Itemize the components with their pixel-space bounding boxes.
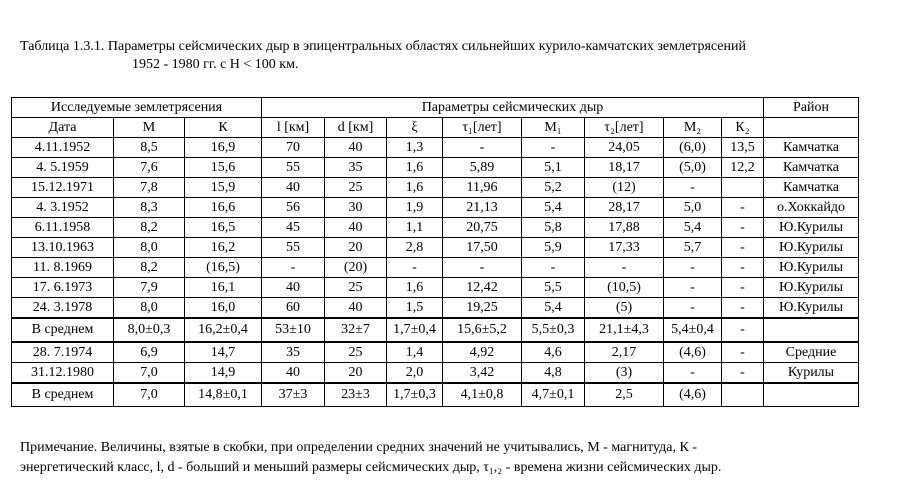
table-cell: 5,2 <box>522 178 585 198</box>
table-cell: 25 <box>325 178 387 198</box>
table-cell: - <box>722 363 764 384</box>
table-cell: 16,0 <box>185 298 262 319</box>
table-cell: 8,5 <box>114 138 185 158</box>
table-cell: 1,6 <box>387 278 443 298</box>
table-cell: 1,6 <box>387 158 443 178</box>
table-cell: 5,1 <box>522 158 585 178</box>
table-cell: - <box>664 298 722 319</box>
table-cell: (4,6) <box>664 342 722 363</box>
header-gap-params: Параметры сейсмических дыр <box>262 98 764 118</box>
table-row <box>12 238 859 258</box>
table-cell: - <box>722 238 764 258</box>
table-cell: 35 <box>325 158 387 178</box>
table-cell: 19,25 <box>443 298 522 319</box>
table-cell: 17,88 <box>585 218 664 238</box>
table-cell: 20,75 <box>443 218 522 238</box>
table-note <box>20 438 915 478</box>
table-cell: 5,89 <box>443 158 522 178</box>
table-cell: - <box>522 258 585 278</box>
table-cell: (10,5) <box>585 278 664 298</box>
table-cell: - <box>722 318 764 342</box>
table-cell: - <box>664 278 722 298</box>
table-cell: 18,17 <box>585 158 664 178</box>
note-line-1: Примечание. Величины, взятые в скобки, при определении средних значений не учитывались, М - магнитуда, К - <box>20 440 697 455</box>
table-row <box>12 363 859 384</box>
table-cell: - <box>262 258 325 278</box>
table-cell: Ю.Курилы <box>764 278 859 298</box>
table-row <box>12 298 859 319</box>
table-cell: Ю.Курилы <box>764 298 859 319</box>
table-cell: 5,4±0,4 <box>664 318 722 342</box>
table-cell: 1,3 <box>387 138 443 158</box>
table-cell: 3,42 <box>443 363 522 384</box>
table-cell: 2,8 <box>387 238 443 258</box>
table-cell: 1,9 <box>387 198 443 218</box>
table-cell: 16,2 <box>185 238 262 258</box>
table-cell: 31.12.1980 <box>12 363 114 384</box>
table-cell: 40 <box>262 363 325 384</box>
table-cell: - <box>664 178 722 198</box>
table-cell: 5,4 <box>664 218 722 238</box>
table-cell: 12,42 <box>443 278 522 298</box>
table-cell: - <box>585 258 664 278</box>
col-tau2: τ₂[лет] <box>585 118 664 138</box>
table-row <box>12 278 859 298</box>
table-cell: 4,6 <box>522 342 585 363</box>
table-cell: 11. 8.1969 <box>12 258 114 278</box>
table-cell: 16,9 <box>185 138 262 158</box>
table-cell: 21,13 <box>443 198 522 218</box>
col-l: l [км] <box>262 118 325 138</box>
col-region-empty <box>764 118 859 138</box>
table-cell: Камчатка <box>764 158 859 178</box>
table-cell: 25 <box>325 278 387 298</box>
table-cell: 4,92 <box>443 342 522 363</box>
table-cell: Курилы <box>764 363 859 384</box>
table-cell: 1,5 <box>387 298 443 319</box>
table-cell: 40 <box>325 138 387 158</box>
table-cell: 24,05 <box>585 138 664 158</box>
table-cell: (5) <box>585 298 664 319</box>
table-cell: 23±3 <box>325 383 387 407</box>
table-cell: 40 <box>262 178 325 198</box>
table-caption <box>20 38 910 74</box>
table-cell: 7,8 <box>114 178 185 198</box>
table-cell: 15.12.1971 <box>12 178 114 198</box>
table-cell <box>722 383 764 407</box>
table-cell: 55 <box>262 238 325 258</box>
table-cell: 5,0 <box>664 198 722 218</box>
table-cell: - <box>722 298 764 319</box>
table-cell: 12,2 <box>722 158 764 178</box>
table-cell: 16,6 <box>185 198 262 218</box>
table-cell: (5,0) <box>664 158 722 178</box>
table-cell: 2,17 <box>585 342 664 363</box>
table-cell: 70 <box>262 138 325 158</box>
table-cell <box>764 383 859 407</box>
table-row <box>12 138 859 158</box>
col-m1: М₁ <box>522 118 585 138</box>
table-cell: 53±10 <box>262 318 325 342</box>
table-cell: 14,7 <box>185 342 262 363</box>
table-cell: 30 <box>325 198 387 218</box>
seismic-gaps-table <box>11 97 859 407</box>
table-row <box>12 342 859 363</box>
col-date: Дата <box>12 118 114 138</box>
table-cell: 5,5±0,3 <box>522 318 585 342</box>
table-cell: 37±3 <box>262 383 325 407</box>
table-cell: (6,0) <box>664 138 722 158</box>
average-row <box>12 318 859 342</box>
note-line-2: энергетический класс, l, d - больший и меньший размеры сейсмических дыр, τ₁,₂ - времена жизни сейсмических дыр. <box>20 460 722 475</box>
table-cell: - <box>443 138 522 158</box>
table-cell: - <box>664 363 722 384</box>
table-cell: 24. 3.1978 <box>12 298 114 319</box>
table-cell: 8,0±0,3 <box>114 318 185 342</box>
table-cell: 5,4 <box>522 198 585 218</box>
table-cell: 5,9 <box>522 238 585 258</box>
table-cell: 8,0 <box>114 298 185 319</box>
table-row <box>12 218 859 238</box>
table-cell: 1,6 <box>387 178 443 198</box>
table-cell: 45 <box>262 218 325 238</box>
table-row <box>12 158 859 178</box>
table-cell: 16,2±0,4 <box>185 318 262 342</box>
table-cell: 8,0 <box>114 238 185 258</box>
table-cell: 14,9 <box>185 363 262 384</box>
table-cell: 35 <box>262 342 325 363</box>
table-cell: 6.11.1958 <box>12 218 114 238</box>
table-cell: 7,9 <box>114 278 185 298</box>
table-cell: Камчатка <box>764 138 859 158</box>
table-cell: 7,6 <box>114 158 185 178</box>
table-cell: 5,4 <box>522 298 585 319</box>
table-cell: - <box>722 342 764 363</box>
table-cell: 4,7±0,1 <box>522 383 585 407</box>
table-cell: 40 <box>325 298 387 319</box>
table-cell: - <box>722 278 764 298</box>
table-cell: 25 <box>325 342 387 363</box>
table-cell: 4.11.1952 <box>12 138 114 158</box>
table-cell: 5,7 <box>664 238 722 258</box>
table-cell: 8,2 <box>114 258 185 278</box>
table-cell: 40 <box>325 218 387 238</box>
col-k2: К₂ <box>722 118 764 138</box>
table-cell: 11,96 <box>443 178 522 198</box>
table-cell: - <box>443 258 522 278</box>
table-cell: 20 <box>325 363 387 384</box>
table-cell: 60 <box>262 298 325 319</box>
header-region: Район <box>764 98 859 118</box>
table-cell: (20) <box>325 258 387 278</box>
table-cell: - <box>722 198 764 218</box>
table-cell: 56 <box>262 198 325 218</box>
table-cell: 7,0 <box>114 363 185 384</box>
table-cell: 1,1 <box>387 218 443 238</box>
table-cell: 28,17 <box>585 198 664 218</box>
table-cell: Камчатка <box>764 178 859 198</box>
table-cell: 7,0 <box>114 383 185 407</box>
average-row <box>12 383 859 407</box>
col-k: К <box>185 118 262 138</box>
col-m: М <box>114 118 185 138</box>
table-cell: Ю.Курилы <box>764 218 859 238</box>
table-cell: 17,50 <box>443 238 522 258</box>
caption-line-2: 1952 - 1980 гг. с H < 100 км. <box>132 57 299 72</box>
table-cell: 28. 7.1974 <box>12 342 114 363</box>
table-cell: 6,9 <box>114 342 185 363</box>
table-cell: 15,9 <box>185 178 262 198</box>
table-cell: 1,4 <box>387 342 443 363</box>
table-cell: 2,0 <box>387 363 443 384</box>
caption-line-1: Таблица 1.3.1. Параметры сейсмических дыр в эпицентральных областях сильнейших курило-камчатских землетрясений <box>20 39 746 54</box>
table-cell: 8,3 <box>114 198 185 218</box>
table-cell: 40 <box>262 278 325 298</box>
table-cell <box>764 318 859 342</box>
table-cell: 4,1±0,8 <box>443 383 522 407</box>
col-d: d [км] <box>325 118 387 138</box>
col-tau1: τ₁[лет] <box>443 118 522 138</box>
table-cell: 15,6 <box>185 158 262 178</box>
table-cell: - <box>522 138 585 158</box>
table-cell: - <box>722 258 764 278</box>
table-cell: 5,8 <box>522 218 585 238</box>
table-cell: В среднем <box>12 318 114 342</box>
header-earthquakes: Исследуемые землетрясения <box>12 98 262 118</box>
col-m2: М₂ <box>664 118 722 138</box>
table-cell: (3) <box>585 363 664 384</box>
table-cell: 13,5 <box>722 138 764 158</box>
table-cell: 15,6±5,2 <box>443 318 522 342</box>
table-cell: 4. 5.1959 <box>12 158 114 178</box>
table-cell: о.Хоккайдо <box>764 198 859 218</box>
table-row <box>12 198 859 218</box>
table-cell: 14,8±0,1 <box>185 383 262 407</box>
table-cell: 55 <box>262 158 325 178</box>
table-row <box>12 178 859 198</box>
table-cell: (12) <box>585 178 664 198</box>
table-cell: 4,8 <box>522 363 585 384</box>
table-cell: 1,7±0,3 <box>387 383 443 407</box>
col-xi: ξ <box>387 118 443 138</box>
table-cell: 13.10.1963 <box>12 238 114 258</box>
table-cell: 17,33 <box>585 238 664 258</box>
table-cell: Ю.Курилы <box>764 238 859 258</box>
table-cell: 8,2 <box>114 218 185 238</box>
table-cell: Ю.Курилы <box>764 258 859 278</box>
table-cell: 20 <box>325 238 387 258</box>
table-cell: (16,5) <box>185 258 262 278</box>
table-cell: 16,1 <box>185 278 262 298</box>
table-cell: - <box>387 258 443 278</box>
table-cell: - <box>722 218 764 238</box>
table-cell: 4. 3.1952 <box>12 198 114 218</box>
table-cell: 1,7±0,4 <box>387 318 443 342</box>
table-cell: 2,5 <box>585 383 664 407</box>
table-cell: 16,5 <box>185 218 262 238</box>
table-cell: Средние <box>764 342 859 363</box>
table-cell: - <box>664 258 722 278</box>
table-row <box>12 258 859 278</box>
table-cell: 5,5 <box>522 278 585 298</box>
table-cell: 32±7 <box>325 318 387 342</box>
table-cell: (4,6) <box>664 383 722 407</box>
table-cell <box>722 178 764 198</box>
table-cell: 21,1±4,3 <box>585 318 664 342</box>
table-cell: В среднем <box>12 383 114 407</box>
table-cell: 17. 6.1973 <box>12 278 114 298</box>
